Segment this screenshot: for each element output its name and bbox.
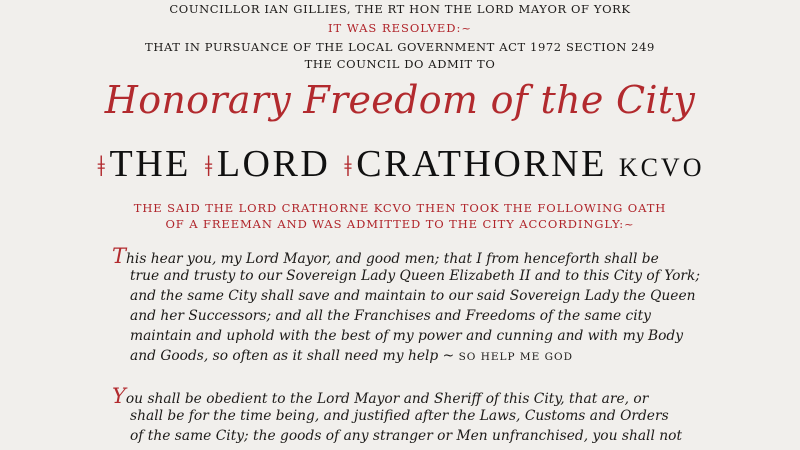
oath-line: true and trusty to our Sovereign Lady Queen Elizabeth II and to this City of York; bbox=[130, 268, 701, 284]
header-resolved-line: IT WAS RESOLVED:~ bbox=[327, 21, 473, 35]
drop-initial-y: Y bbox=[112, 384, 126, 408]
oath-line: ou shall be obedient to the Lord Mayor and Sheriff of this City, that are, or bbox=[125, 391, 649, 407]
oath-line: his hear you, my Lord Mayor, and good men; that I from henceforth shall be bbox=[126, 251, 659, 267]
recipient-postnominal: KCVO bbox=[618, 153, 705, 182]
oath-line: maintain and uphold with the best of my power and cunning and with my Body bbox=[130, 328, 684, 344]
so-help-me-god: SO HELP ME GOD bbox=[458, 351, 574, 363]
certificate-title: Honorary Freedom of the City bbox=[104, 78, 696, 122]
recipient-word-the: THE bbox=[109, 143, 191, 185]
header-councillor-line: COUNCILLOR IAN GILLIES, THE RT HON THE LORD MAYOR OF YORK bbox=[169, 2, 631, 16]
oath-intro-line-1: THE SAID THE LORD CRATHORNE KCVO THEN TOOK THE FOLLOWING OATH bbox=[133, 201, 667, 215]
oath-intro-line-2: OF A FREEMAN AND WAS ADMITTED TO THE CITY ACCORDINGLY:~ bbox=[165, 217, 635, 231]
oath-paragraph-1 bbox=[112, 246, 752, 366]
recipient-word-crathorne: CRATHORNE bbox=[356, 143, 607, 185]
red-flourish-icon: ǂ bbox=[344, 150, 355, 183]
oath-line: of the same City; the goods of any stranger or Men unfranchised, you shall not bbox=[130, 428, 683, 444]
red-flourish-icon: ǂ bbox=[204, 150, 215, 183]
header-act-line: THAT IN PURSUANCE OF THE LOCAL GOVERNMENT ACT 1972 SECTION 249 bbox=[145, 40, 655, 54]
oath-line: shall be for the time being, and justified after the Laws, Customs and Orders bbox=[130, 408, 669, 424]
oath-line: and the same City shall save and maintain to our said Sovereign Lady the Queen bbox=[130, 288, 696, 304]
oath-line: and Goods, so often as it shall need my help ~ bbox=[130, 348, 455, 364]
header-admit-line: THE COUNCIL DO ADMIT TO bbox=[304, 57, 496, 71]
drop-initial-t: T bbox=[112, 244, 127, 268]
recipient-word-lord: LORD bbox=[216, 143, 331, 185]
oath-line: and her Successors; and all the Franchises and Freedoms of the same city bbox=[130, 308, 651, 324]
red-flourish-icon: ǂ bbox=[97, 150, 108, 183]
oath-paragraph-2 bbox=[112, 386, 752, 446]
recipient-name bbox=[0, 142, 800, 186]
